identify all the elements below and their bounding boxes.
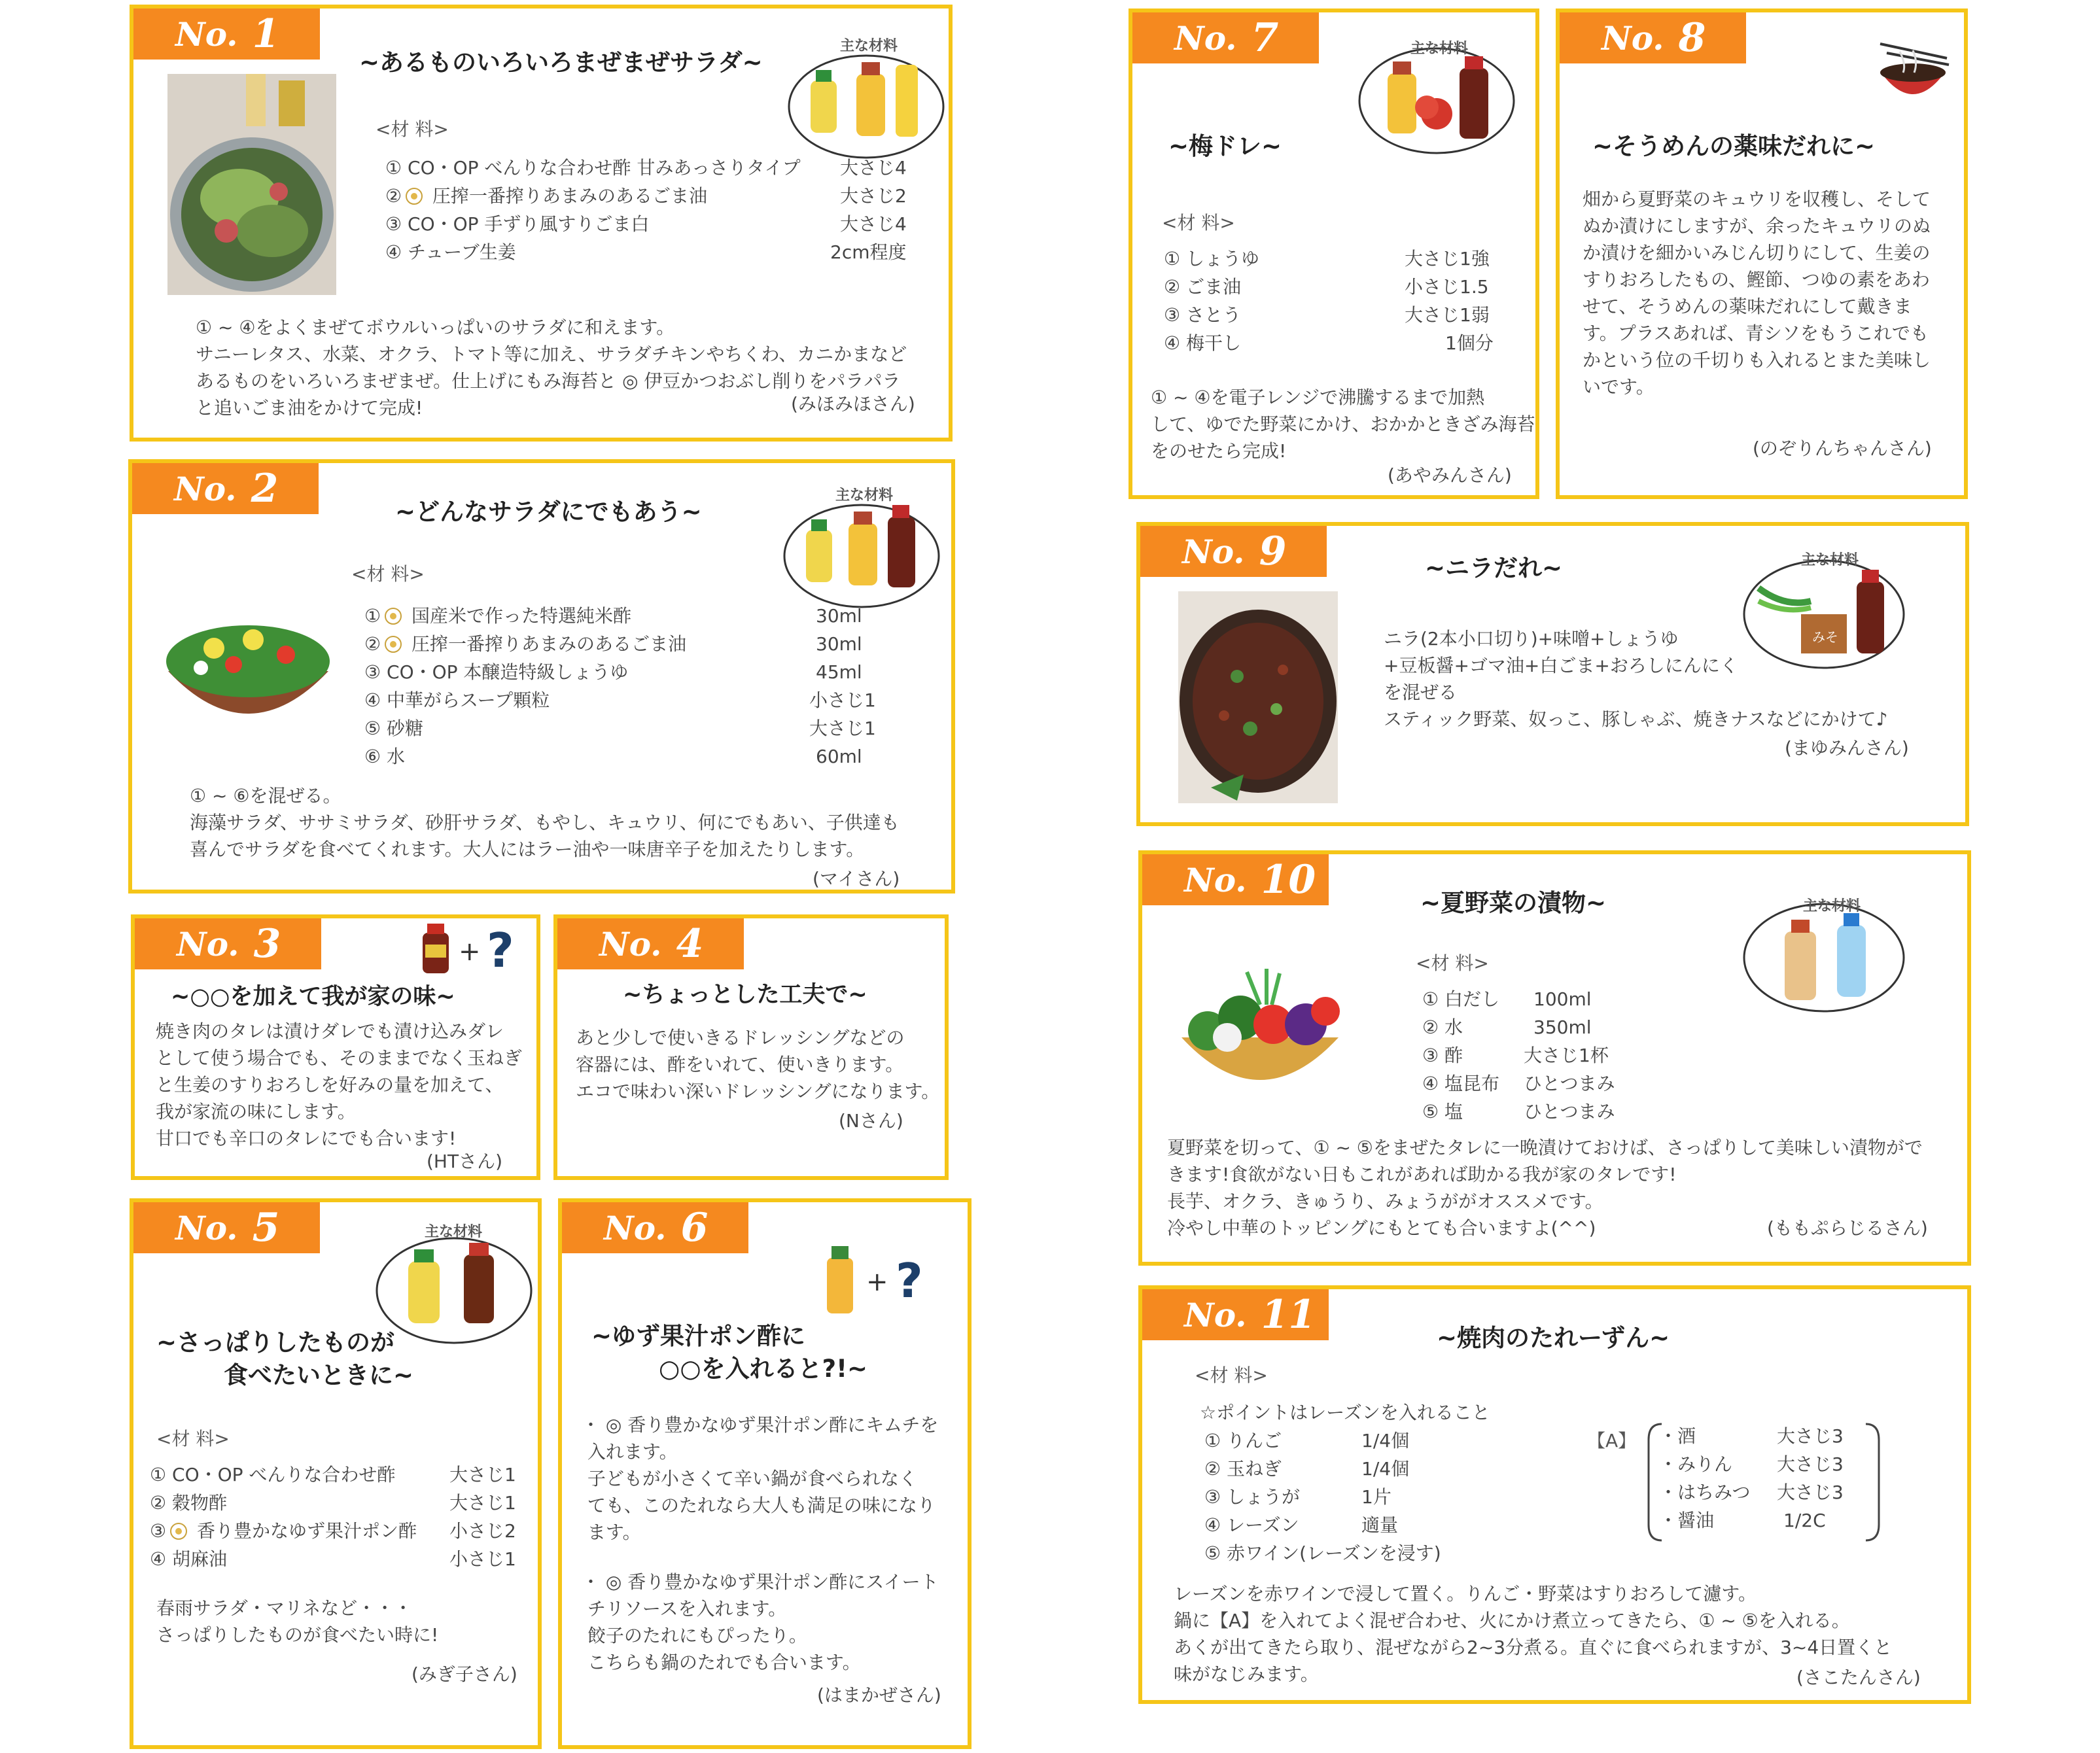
- recipe-number-badge: No. 11: [1142, 1289, 1329, 1340]
- recipe-author: (Nさん): [839, 1110, 903, 1132]
- sauce-a-label: 【A】: [1587, 1430, 1637, 1451]
- svg-text:+: +: [866, 1267, 888, 1297]
- recipe-author: (HTさん): [427, 1151, 503, 1172]
- recipe-title: ~焼肉のたれーずん~: [1437, 1324, 1670, 1352]
- recipe-description: ① ~ ④を電子レンジで沸騰するまで加熱 して、ゆでた野菜にかけ、おかかときざみ海苔 をのせたら完成!: [1151, 387, 1535, 462]
- ingredient-row: ① CO・OP べんりな合わせ酢 甘みあっさりタイプ 大さじ4: [385, 157, 907, 179]
- ingredient-row: ② 穀物酢 大さじ1: [150, 1492, 516, 1514]
- recipe-description: 夏野菜を切って、① ~ ⑤をまぜたタレに一晩漬けておけば、さっぱりして美味しい漬物がで きます!食欲がない日もこれがあれば助かる我が家のタレです! 長芋、オクラ、きゅうり、みょうががオススメです。 冷やし中華のトッピングにもとても合いますよ(^^): [1167, 1137, 1923, 1239]
- recipe-card-1: [130, 5, 953, 442]
- ingredients-list: [385, 154, 915, 266]
- recipe-description: ① ~ ④をよくまぜてボウルいっぱいのサラダに和えます。 サニーレタス、水菜、オクラ、トマト等に加え、サラダチキンやちくわ、カニかまなど あるものをいろいろまぜまぜ。仕上げにもみ海苔と ◎ 伊豆かつおぶし削りをパラパラ と追いごま油をかけて完成!: [196, 317, 907, 419]
- ingredient-row: ① しょうゆ 大さじ1強: [1164, 248, 1490, 269]
- recipe-card-9: [1136, 522, 1969, 826]
- recipe-number-badge: No. 4: [557, 918, 744, 969]
- main-ingredients-label: 主な材料: [1803, 898, 1861, 914]
- main-ingredients-label: 主な材料: [835, 487, 894, 504]
- ingredient-row: ④ 梅干し 1個分: [1164, 332, 1494, 354]
- recipe-author: (マイさん): [813, 868, 900, 890]
- coop-brand-icon: [406, 188, 423, 205]
- recipe-number-badge: No. 9: [1140, 526, 1327, 577]
- recipe-description: 畑から夏野菜のキュウリを収穫し、そして ぬか漬けにしますが、余ったキュウリのぬ か漬けを細かいみじん切りにして、生姜の すりおろしたもの、鰹節、つゆの素をあわ せて、そうめんの薬味だれにして戴きま す。プラスあれば、青シソをもうこれでも かという位の千切りも入れるとまた美味し いです。: [1583, 188, 1931, 398]
- svg-text:?: ?: [896, 1253, 923, 1308]
- recipe-author: (さこたんさん): [1796, 1667, 1921, 1688]
- ingredient-row: ④ 胡麻油 小さじ1: [150, 1548, 516, 1570]
- ingredients-list: [1164, 245, 1530, 357]
- recipe-card-4: [553, 914, 949, 1180]
- recipe-description: ・ ◎ 香り豊かなゆず果汁ポン酢にキムチを 入れます。 子どもが小さくて辛い鍋が食べられなく ても、このたれなら大人も満足の味になり ます。: [582, 1414, 939, 1543]
- ingredients-list: [150, 1461, 542, 1573]
- sauce-a-row: ・はちみつ 大さじ3: [1659, 1482, 1844, 1503]
- svg-text:?: ?: [487, 923, 514, 976]
- recipe-author: (ももぷらじるさん): [1767, 1217, 1928, 1239]
- main-ingredients-label: 主な材料: [425, 1224, 483, 1240]
- recipe-number-badge: No. 7: [1132, 12, 1319, 63]
- recipe-title: ~ニラだれ~: [1425, 554, 1563, 582]
- recipe-number-badge: No. 2: [132, 463, 319, 514]
- ingredient-row: ③ CO・OP 本醸造特級しょうゆ 45ml: [364, 661, 862, 683]
- recipe-title: ~○○を加えて我が家の味~: [171, 984, 455, 1010]
- ingredient-row: ① りんご 1/4個: [1204, 1430, 1410, 1451]
- sauce-a-row: ・みりん 大さじ3: [1659, 1453, 1844, 1475]
- recipe-number-badge: No. 5: [133, 1202, 320, 1253]
- salad-photo: [167, 74, 336, 295]
- ingredient-row: ⑤ 塩 ひとつまみ: [1422, 1101, 1615, 1122]
- recipe-number-badge: No. 6: [562, 1202, 748, 1253]
- tare-bottle-plus-question-icon: [416, 920, 534, 976]
- coop-brand-icon: [385, 608, 402, 625]
- ingredients-label: <材 料>: [351, 563, 425, 585]
- ingredient-row: ③ 香り豊かなゆず果汁ポン酢 小さじ2: [150, 1520, 516, 1542]
- ingredients-list: [364, 602, 901, 771]
- ingredient-row: ③ しょうが 1片: [1204, 1486, 1391, 1508]
- ingredients-label: <材 料>: [1416, 952, 1489, 974]
- recipe-description: 春雨サラダ・マリネなど・・・ さっぱりしたものが食べたい時に!: [156, 1597, 439, 1646]
- ingredient-row: ① 国産米で作った特選純米酢 30ml: [364, 605, 862, 627]
- recipe-card-3: [131, 914, 540, 1180]
- ingredient-row: ④ 塩昆布 ひとつまみ: [1422, 1073, 1615, 1094]
- ingredient-row: ④ 中華がらスープ顆粒 小さじ1: [364, 689, 876, 711]
- recipe-description: レーズンを赤ワインで浸して置く。りんご・野菜はすりおろして濾す。 鍋に【A】を入れてよく混ぜ合わせ、火にかけ煮立ってきたら、① ~ ⑤を入れる。 あくが出てきたら取り、混ぜながら2~3分煮る。直ぐに食べられますが、3~4日置くと 味がなじみます。: [1174, 1583, 1893, 1685]
- recipe-title: ~さっぱりしたものが 食べたいときに~: [156, 1328, 414, 1389]
- recipe-description: ・ ◎ 香り豊かなゆず果汁ポン酢にスイート チリソースを入れます。 餃子のたれにもぴったり。 こちらも鍋のたれでも合います。: [582, 1571, 939, 1673]
- recipe-title: ~どんなサラダにでもあう~: [395, 498, 702, 526]
- ingredient-row: ② 玉ねぎ 1/4個: [1204, 1458, 1410, 1480]
- recipe-title: ~あるものいろいろまぜまぜサラダ~: [359, 48, 763, 77]
- ingredient-row: ③ さとう 大さじ1弱: [1164, 304, 1490, 326]
- ingredient-row: ② 圧搾一番搾りあまみのあるごま油 大さじ2: [385, 185, 907, 207]
- main-ingredients-label: 主な材料: [840, 38, 898, 54]
- point-text: ☆ポイントはレーズンを入れること: [1200, 1402, 1490, 1423]
- main-ingredients-label: 主な材料: [1801, 552, 1859, 568]
- coop-brand-icon: [385, 636, 402, 653]
- ponzu-bottle-plus-question-icon: [820, 1238, 938, 1317]
- ingredient-row: ⑥ 水 60ml: [364, 746, 862, 767]
- ingredient-row: ① 白だし 100ml: [1422, 988, 1592, 1010]
- sauce-a-row: ・醤油 1/2C: [1659, 1510, 1826, 1531]
- ingredients-label: <材 料>: [1195, 1364, 1268, 1386]
- svg-text:+: +: [459, 937, 481, 967]
- recipe-card-2: [128, 459, 955, 894]
- somen-bowl-icon: [1874, 39, 1952, 111]
- recipe-number-badge: No. 3: [135, 918, 321, 969]
- recipe-description: 焼き肉のタレは漬けダレでも漬け込みダレ として使う場合でも、そのままでなく玉ねぎ と生姜のすりおろしを好みの量を加えて、 我が家流の味にします。 甘口でも辛口のタレにでも合います!: [156, 1020, 523, 1149]
- recipe-card-10: [1138, 850, 1971, 1266]
- recipe-description: ニラ(2本小口切り)+味噌+しょうゆ +豆板醤+ゴマ油+白ごま+おろしにんにく を混ぜる スティック野菜、奴っこ、豚しゃぶ、焼きナスなどにかけて♪: [1384, 628, 1888, 730]
- sauce-a-list: [1659, 1422, 1868, 1535]
- recipe-author: (のぞりんちゃんさん): [1753, 438, 1932, 459]
- ingredient-row: ③ 酢 大さじ1杯: [1422, 1045, 1609, 1066]
- vegetable-basket-icon: [1168, 959, 1352, 1109]
- recipe-author: (まゆみんさん): [1785, 737, 1909, 759]
- recipe-card-11: [1138, 1285, 1971, 1704]
- recipe-number-badge: No. 8: [1560, 12, 1746, 63]
- recipe-card-8: [1556, 9, 1968, 499]
- recipe-card-5: [130, 1198, 542, 1749]
- ingredient-row: ② ごま油 小さじ1.5: [1164, 276, 1489, 298]
- ingredient-row: ④ チューブ生姜 2cm程度: [385, 241, 907, 263]
- ingredients-list: [1422, 985, 1697, 1126]
- recipe-author: (みほみほさん): [791, 393, 915, 415]
- recipe-number-badge: No. 1: [133, 9, 320, 60]
- recipe-author: (あやみんさん): [1388, 464, 1512, 486]
- ingredients-list: [1204, 1427, 1571, 1567]
- ingredient-row: ① CO・OP べんりな合わせ酢 大さじ1: [150, 1464, 516, 1485]
- salad-bowl-icon: [162, 599, 335, 743]
- recipe-number-badge: No. 10: [1142, 854, 1329, 905]
- recipe-description: ① ~ ⑥を混ぜる。 海藻サラダ、ササミサラダ、砂肝サラダ、もやし、キュウリ、何にでもあい、子供達も 喜んでサラダを食べてくれます。大人にはラー油や一味唐辛子を加えたりします。: [190, 785, 900, 860]
- ingredient-row: ⑤ 砂糖 大さじ1: [364, 718, 876, 739]
- recipe-title: ~ちょっとした工夫で~: [623, 982, 867, 1008]
- recipe-title: ~ゆず果汁ポン酢に ○○を入れると?!~: [591, 1322, 867, 1383]
- ingredient-row: ③ CO・OP 手ずり風すりごま白 大さじ4: [385, 213, 907, 235]
- ingredient-row: ② 水 350ml: [1422, 1016, 1592, 1038]
- svg-text:みそ: みそ: [1812, 629, 1838, 645]
- ingredient-row: ② 圧搾一番搾りあまみのあるごま油 30ml: [364, 633, 862, 655]
- ingredient-row: ⑤ 赤ワイン(レーズンを浸す): [1204, 1542, 1441, 1564]
- ingredients-label: <材 料>: [376, 118, 449, 140]
- recipe-title: ~梅ドレ~: [1168, 132, 1282, 160]
- coop-brand-icon: [170, 1523, 187, 1540]
- recipe-description: あと少しで使いきるドレッシングなどの 容器には、酢をいれて、使いきります。 エコで味わい深いドレッシングになります。: [576, 1027, 940, 1102]
- sauce-a-row: ・酒 大さじ3: [1659, 1425, 1844, 1447]
- ingredient-row: ④ レーズン 適量: [1204, 1514, 1399, 1536]
- recipe-card-7: [1129, 9, 1539, 499]
- recipe-author: (みぎ子さん): [411, 1663, 517, 1685]
- ingredients-label: <材 料>: [1162, 212, 1235, 234]
- recipe-card-6: [558, 1198, 971, 1749]
- nira-dare-photo: [1178, 591, 1338, 803]
- recipe-title: ~夏野菜の漬物~: [1420, 889, 1607, 917]
- main-ingredients-label: 主な材料: [1410, 41, 1469, 57]
- recipe-author: (はまかぜさん): [817, 1684, 941, 1706]
- recipe-title: ~そうめんの薬味だれに~: [1592, 132, 1876, 160]
- ingredients-label: <材 料>: [156, 1428, 230, 1449]
